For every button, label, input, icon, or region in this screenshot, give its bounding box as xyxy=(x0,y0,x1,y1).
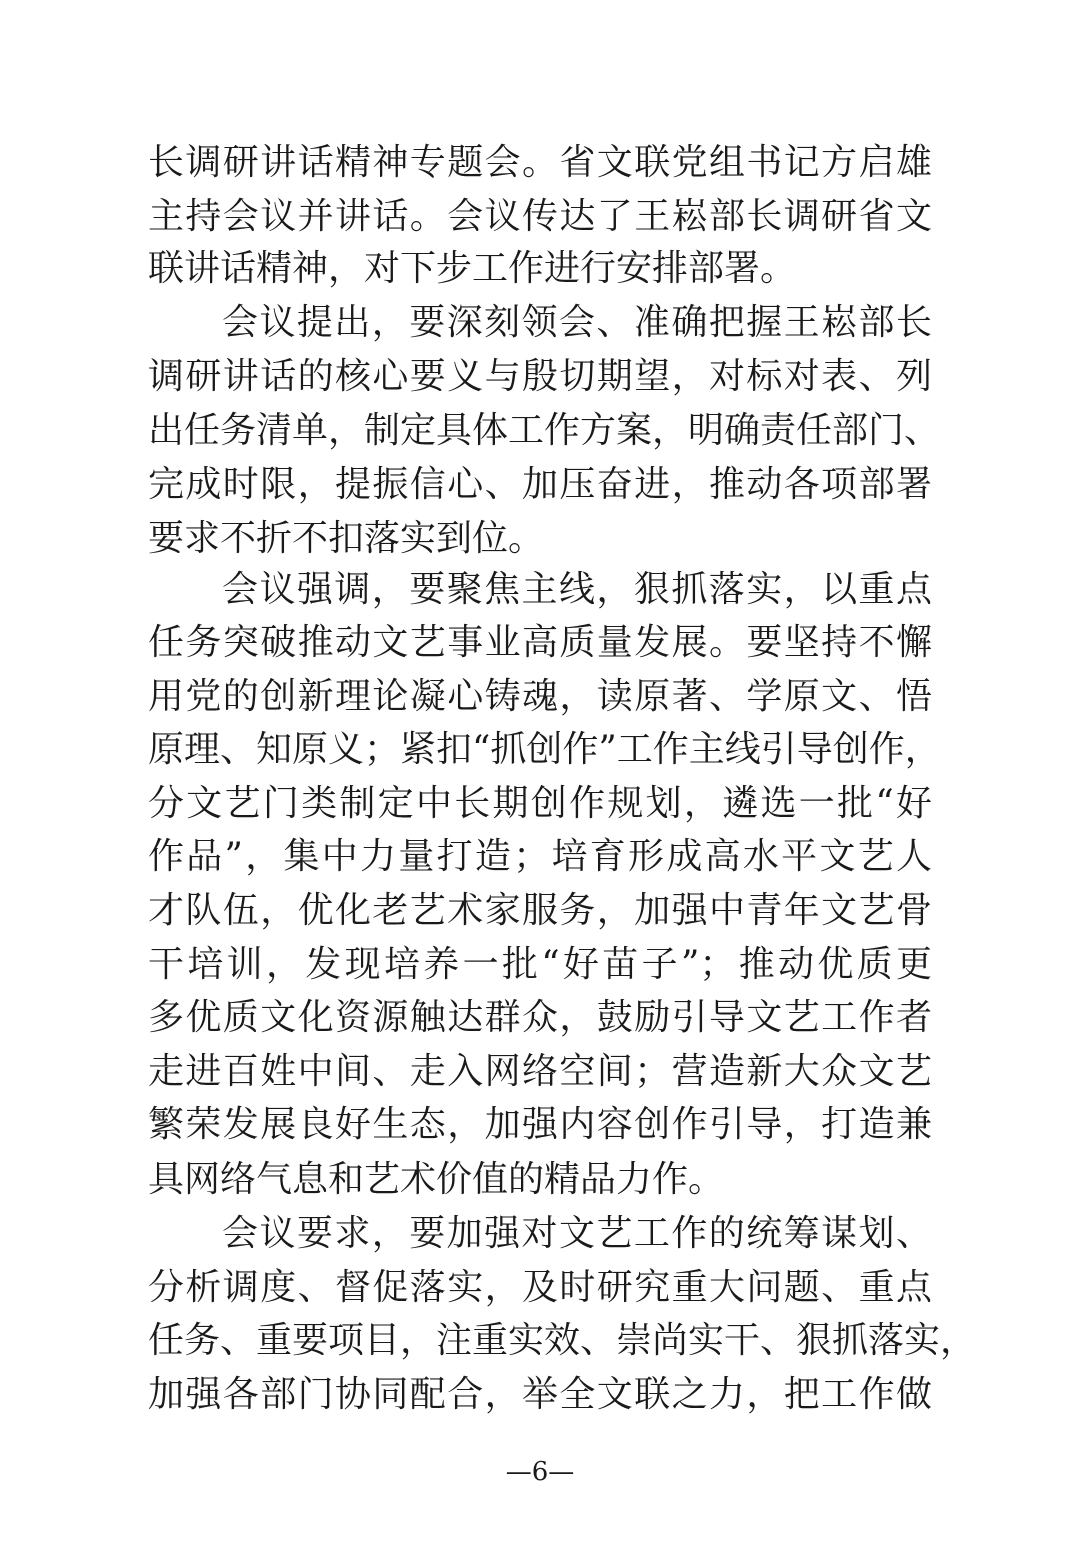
text-line: 调研讲话的核心要义与殷切期望，对标对表、列 xyxy=(148,356,932,397)
text-line: 联讲话精神，对下步工作进行安排部署。 xyxy=(148,248,797,289)
page-number: —6— xyxy=(505,1457,575,1487)
text-line: 用党的创新理论凝心铸魂，读原著、学原文、悟 xyxy=(148,676,932,717)
text-line: 会议要求，要加强对文艺工作的统筹谋划、 xyxy=(222,1213,932,1254)
text-line: 分文艺门类制定中长期创作规划，遴选一批“好 xyxy=(148,783,932,824)
text-line: 任务、重要项目，注重实效、崇尚实干、狠抓落实， xyxy=(148,1320,977,1361)
text-line: 加强各部门协同配合，举全文联之力，把工作做 xyxy=(148,1374,932,1415)
text-line: 走进百姓中间、走入网络空间；营造新大众文艺 xyxy=(148,1051,932,1092)
text-line: 会议提出，要深刻领会、准确把握王崧部长 xyxy=(222,302,932,343)
text-line: 作品”，集中力量打造；培育形成高水平文艺人 xyxy=(148,836,932,877)
text-line: 分析调度、督促落实，及时研究重大问题、重点 xyxy=(148,1267,932,1308)
text-line: 任务突破推动文艺事业高质量发展。要坚持不懈 xyxy=(148,622,932,663)
text-line: 长调研讲话精神专题会。省文联党组书记方启雄 xyxy=(148,142,932,183)
text-line: 完成时限，提振信心、加压奋进，推动各项部署 xyxy=(148,464,932,505)
text-line: 干培训，发现培养一批“好苗子”；推动优质更 xyxy=(148,944,932,985)
text-line: 会议强调，要聚焦主线，狠抓落实，以重点 xyxy=(222,569,932,610)
text-line: 要求不折不扣落实到位。 xyxy=(148,518,545,559)
text-line: 出任务清单，制定具体工作方案，明确责任部门、 xyxy=(148,410,941,451)
text-line: 主持会议并讲话。会议传达了王崧部长调研省文 xyxy=(148,196,932,237)
text-line: 繁荣发展良好生态，加强内容创作引导，打造兼 xyxy=(148,1104,932,1145)
text-line: 多优质文化资源触达群众，鼓励引导文艺工作者 xyxy=(148,997,932,1038)
text-line: 才队伍，优化老艺术家服务，加强中青年文艺骨 xyxy=(148,890,932,931)
text-line: 具网络气息和艺术价值的精品力作。 xyxy=(148,1159,725,1200)
text-line: 原理、知原义；紧扣“抓创作”工作主线引导创作， xyxy=(148,729,941,770)
